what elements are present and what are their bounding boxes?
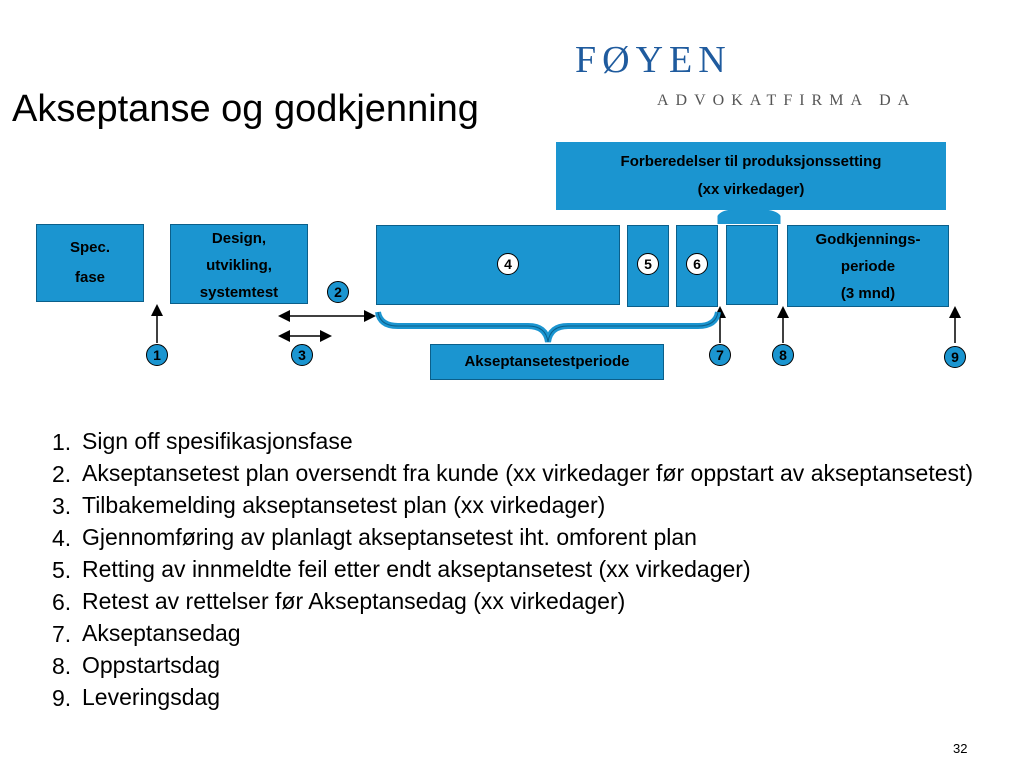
approval-box-line3: (3 mnd) — [840, 285, 896, 302]
prep-box-line2: (xx virkedager) — [697, 181, 805, 198]
list-item-number: 6. — [52, 589, 72, 615]
logo-subtitle: ADVOKATFIRMA DA — [657, 92, 917, 109]
slide-title: Akseptanse og godkjenning — [12, 88, 479, 130]
approval-box-line2: periode — [840, 258, 896, 275]
design-box — [170, 224, 308, 304]
marker-3: 3 — [291, 344, 313, 366]
design-box-line1: Design, — [211, 230, 267, 247]
list-item-number: 1. — [52, 429, 72, 455]
design-box-line2: utvikling, — [206, 257, 272, 274]
page-number: 32 — [953, 741, 968, 756]
list-item-text: Retest av rettelser før Akseptansedag (xx virkedager) — [82, 588, 626, 614]
list-item-text: Oppstartsdag — [82, 652, 221, 678]
prep-period-box — [726, 225, 778, 305]
prep-connector — [718, 210, 780, 224]
list-item-number: 8. — [52, 653, 72, 679]
marker-9: 9 — [944, 346, 966, 368]
list-item — [52, 650, 992, 682]
design-box-line3: systemtest — [199, 284, 279, 301]
list-item-number: 5. — [52, 557, 72, 583]
prep-box — [556, 142, 946, 210]
list-item-number: 9. — [52, 685, 72, 711]
spec-box — [36, 224, 144, 302]
list-item-number: 2. — [52, 461, 72, 487]
list-item-number: 7. — [52, 621, 72, 647]
logo-name: FØYEN — [575, 39, 732, 81]
list-item-text: Tilbakemelding akseptansetest plan (xx virkedager) — [82, 492, 606, 518]
list-item — [52, 458, 992, 490]
marker-5: 5 — [637, 253, 659, 275]
marker-7: 7 — [709, 344, 731, 366]
list-item-text: Akseptansedag — [82, 620, 241, 646]
list-item — [52, 586, 992, 618]
marker-2: 2 — [327, 281, 349, 303]
marker-4: 4 — [497, 253, 519, 275]
acceptance-period-label: Akseptansetestperiode — [430, 344, 664, 380]
prep-box-line1: Forberedelser til produksjonssetting — [620, 153, 882, 170]
marker-1: 1 — [146, 344, 168, 366]
list-item-text: Gjennomføring av planlagt akseptansetest iht. omforent plan — [82, 524, 697, 550]
marker-6: 6 — [686, 253, 708, 275]
list-item-text: Leveringsdag — [82, 684, 221, 710]
spec-box-line2: fase — [74, 269, 106, 286]
list-item-text: Akseptansetest plan oversendt fra kunde (xx virkedager før oppstart av akseptansetest) — [82, 460, 974, 486]
approval-box-line1: Godkjennings- — [815, 231, 921, 248]
list-item-number: 4. — [52, 525, 72, 551]
acceptance-brace — [378, 312, 718, 342]
list-item — [52, 618, 992, 650]
spec-box-line1: Spec. — [69, 239, 111, 256]
list-item — [52, 490, 992, 522]
marker-8: 8 — [772, 344, 794, 366]
list-item — [52, 426, 992, 458]
legend-list — [52, 426, 992, 714]
list-item — [52, 682, 992, 714]
list-item-number: 3. — [52, 493, 72, 519]
list-item — [52, 522, 992, 554]
list-item-text: Retting av innmeldte feil etter endt akseptansetest (xx virkedager) — [82, 556, 751, 582]
approval-box — [787, 225, 949, 307]
list-item — [52, 554, 992, 586]
list-item-text: Sign off spesifikasjonsfase — [82, 428, 353, 454]
